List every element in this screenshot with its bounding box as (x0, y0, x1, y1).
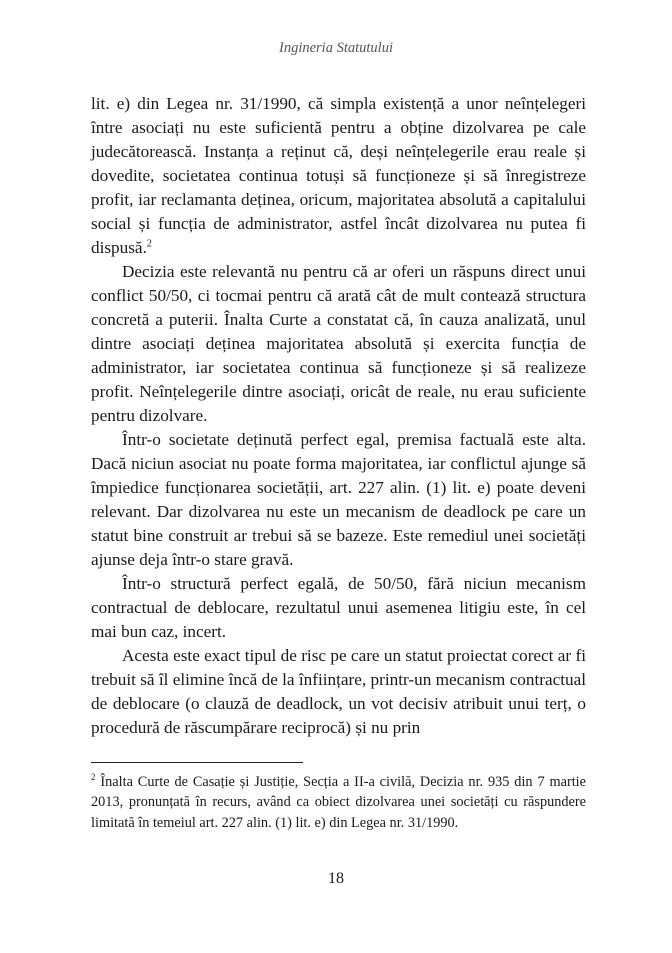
running-head: Ingineria Statutului (279, 40, 393, 56)
paragraph-4: Într-o structură perfect egală, de 50/50, fără niciun mecanism contractual de deblocare, rezultatul unui asemenea litigiu este, în cel mai bun caz, incert. (91, 574, 586, 641)
paragraph-1 (91, 92, 586, 260)
footnote-divider (91, 762, 303, 763)
paragraph-3: Într-o societate deținută perfect egal, premisa factuală este alta. Dacă niciun asociat nu poate forma majoritatea, iar conflictul ajunge să împiedice funcționarea societății, art. 227 alin. (1) lit. e) poate deveni relevant. Dar dizolvarea nu este un mecanism de deadlock pe care un statut bine construit ar trebui să se bazeze. Este remediul unei societăți ajunse deja într-o stare gravă. (91, 430, 586, 569)
footnote-marker: 2 (91, 772, 96, 783)
paragraph-2: Decizia este relevantă nu pentru că ar oferi un răspuns direct unui conflict 50/50, ci tocmai pentru că arată cât de mult contează structura concretă a puterii. Înalta Curte a constatat că, în cauza analizată, unul dintre asociați deținea majoritatea absolută și exercita funcția de administrator, iar societatea continua să funcționeze și să realizeze profit. Neînțelegerile dintre asociați, oricât de reale, nu erau suficiente pentru dizolvare. (91, 262, 586, 425)
body-text (91, 92, 586, 740)
footnote-reference: 2 (146, 238, 152, 250)
page-number: 18 (328, 870, 344, 887)
footnote-text: Înalta Curte de Casație și Justiție, Secția a II-a civilă, Decizia nr. 935 din 7 martie 2013, pronunțată în recurs, având ca obiect dizolvarea unei societăți cu răspundere limitată în temeiul art. 227 alin. (1) lit. e) din Legea nr. 31/1990. (91, 774, 586, 831)
footnote (91, 772, 586, 833)
paragraph-1-text: lit. e) din Legea nr. 31/1990, că simpla existență a unor neînțelegeri între asociați nu este suficientă pentru a obține dizolvarea pe cale judecătorească. Instanța a reținut că, deși neînțelegerile erau reale și dovedite, societatea continua totuși să funcționeze și să înregistreze profit, iar reclamanta deținea, oricum, majoritatea absolută a capitalului social și funcția de administrator, astfel încât dizolvarea nu putea fi dispusă. (91, 94, 586, 257)
paragraph-5: Acesta este exact tipul de risc pe care un statut proiectat corect ar fi trebuit să îl elimine încă de la înființare, printr-un mecanism contractual de deblocare (o clauză de deadlock, un vot decisiv atribuit unui terț, o procedură de răscumpărare reciprocă) și nu prin (91, 646, 586, 737)
